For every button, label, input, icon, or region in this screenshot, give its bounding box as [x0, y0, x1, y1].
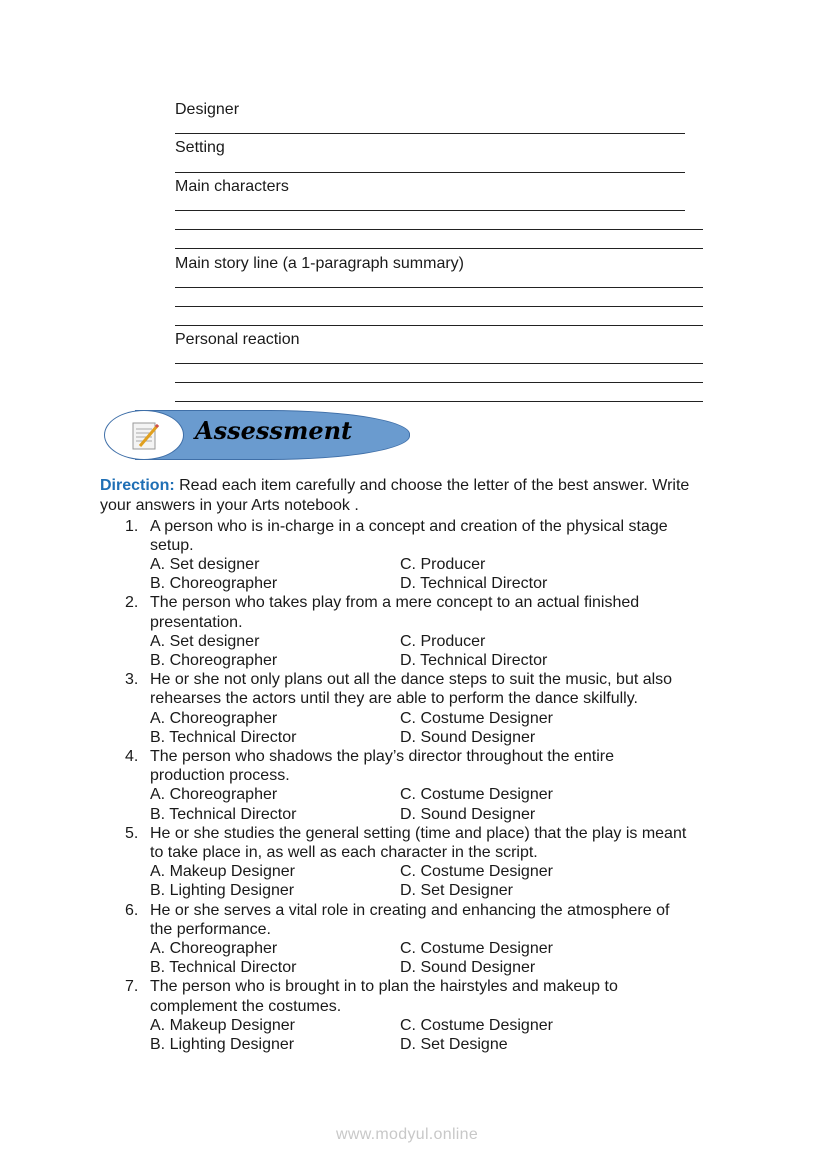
option-d: D. Technical Director [400, 575, 548, 593]
answer-line [175, 401, 703, 402]
option-d: D. Sound Designer [400, 805, 536, 823]
option-b: B. Technical Director [150, 959, 297, 977]
option-d: D. Set Designer [400, 882, 513, 900]
direction-label: Direction: [100, 477, 175, 494]
question-text: The person who takes play from a mere concept to an actual finished [150, 594, 640, 612]
question-number: 7. [125, 978, 139, 996]
question-number: 1. [125, 517, 139, 535]
option-c: C. Costume Designer [400, 786, 553, 804]
option-a: A. Choreographer [150, 939, 278, 957]
option-c: C. Costume Designer [400, 1016, 553, 1034]
answer-line [175, 210, 685, 211]
option-c: C. Costume Designer [400, 939, 553, 957]
option-a: A. Set designer [150, 632, 260, 650]
option-a: A. Makeup Designer [150, 1016, 295, 1034]
option-c: C. Producer [400, 632, 486, 650]
assessment-title: Assessment [195, 416, 353, 445]
option-a: A. Choreographer [150, 786, 278, 804]
option-d: D. Technical Director [400, 651, 548, 669]
question-number: 2. [125, 594, 139, 612]
answer-line [175, 172, 685, 173]
question-text: the performance. [150, 920, 271, 938]
question-text: A person who is in-charge in a concept and creation of the physical stage [150, 517, 668, 535]
label-designer: Designer [175, 101, 240, 118]
direction-line-1 [100, 476, 689, 495]
question-text: complement the costumes. [150, 997, 342, 1015]
question-text: He or she studies the general setting (time and place) that the play is meant [150, 824, 687, 842]
direction-line-2: your answers in your Arts notebook . [100, 497, 359, 514]
option-c: C. Costume Designer [400, 709, 553, 727]
option-c: C. Producer [400, 555, 486, 573]
question-text: production process. [150, 767, 290, 785]
answer-line [175, 229, 703, 230]
option-b: B. Technical Director [150, 805, 297, 823]
option-d: D. Set Designe [400, 1035, 508, 1053]
option-d: D. Sound Designer [400, 728, 536, 746]
answer-line [175, 382, 703, 383]
question-text: He or she not only plans out all the dance steps to suit the music, but also [150, 671, 673, 689]
notepad-pencil-icon [130, 420, 162, 452]
option-c: C. Costume Designer [400, 863, 553, 881]
label-main-characters: Main characters [175, 178, 289, 195]
question-number: 6. [125, 901, 139, 919]
question-text: The person who shadows the play’s director throughout the entire [150, 747, 614, 765]
question-number: 4. [125, 747, 139, 765]
answer-line [175, 363, 703, 364]
question-number: 3. [125, 671, 139, 689]
question-text: setup. [150, 536, 194, 554]
option-b: B. Technical Director [150, 728, 297, 746]
option-a: A. Makeup Designer [150, 863, 295, 881]
answer-line [175, 133, 685, 134]
label-setting: Setting [175, 139, 225, 156]
question-text: rehearses the actors until they are able to perform the dance skilfully. [150, 690, 638, 708]
option-b: B. Lighting Designer [150, 1035, 295, 1053]
direction-text: Read each item carefully and choose the letter of the best answer. Write [174, 477, 690, 494]
option-a: A. Set designer [150, 555, 260, 573]
question-number: 5. [125, 824, 139, 842]
option-b: B. Choreographer [150, 575, 278, 593]
option-b: B. Choreographer [150, 651, 278, 669]
label-main-story-line: Main story line (a 1-paragraph summary) [175, 255, 464, 272]
option-d: D. Sound Designer [400, 959, 536, 977]
option-b: B. Lighting Designer [150, 882, 295, 900]
question-text: The person who is brought in to plan the hairstyles and makeup to [150, 978, 618, 996]
option-a: A. Choreographer [150, 709, 278, 727]
answer-line [175, 306, 703, 307]
answer-line [175, 325, 703, 326]
answer-line [175, 248, 703, 249]
label-personal-reaction: Personal reaction [175, 331, 300, 348]
question-text: presentation. [150, 613, 243, 631]
watermark: www.modyul.online [336, 1126, 479, 1143]
question-text: to take place in, as well as each character in the script. [150, 843, 538, 861]
answer-line [175, 287, 703, 288]
question-text: He or she serves a vital role in creating and enhancing the atmosphere of [150, 901, 670, 919]
